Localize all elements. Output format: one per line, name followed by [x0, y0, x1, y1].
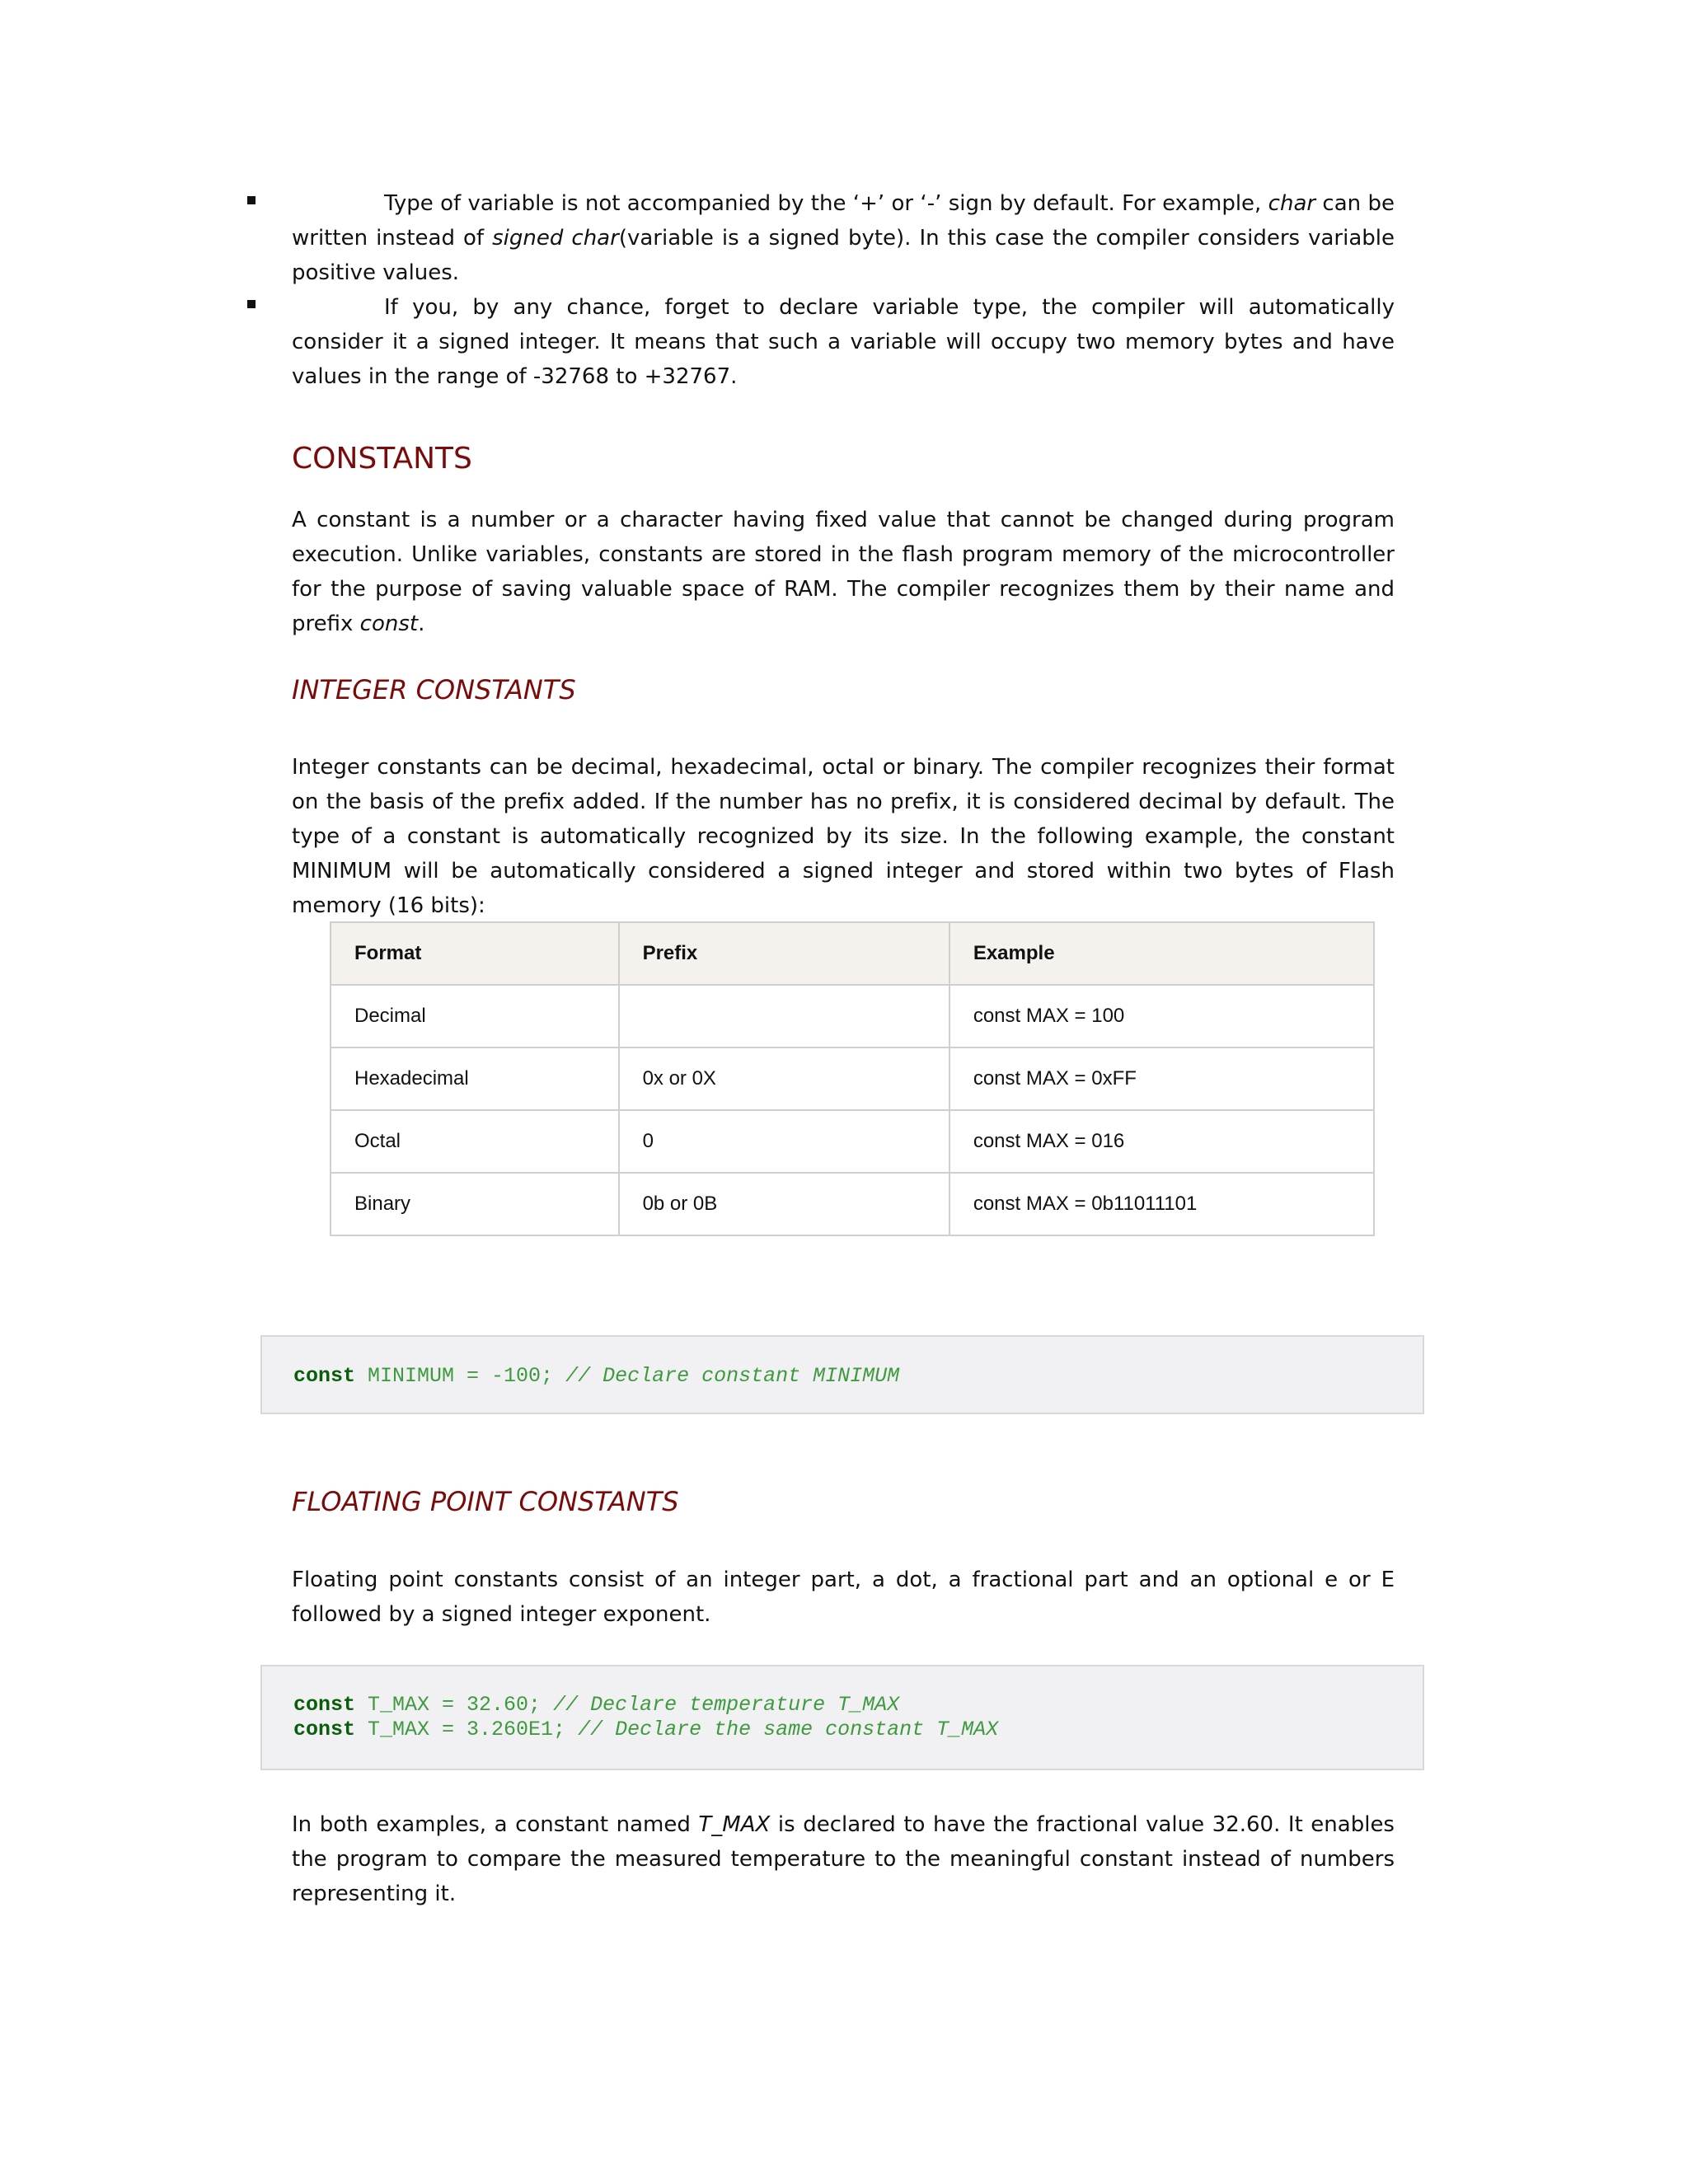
code-line	[293, 1718, 1423, 1742]
bullet-text: If you, by any chance, forget to declare variable type, the compiler will automatically consider it a signed integer. It means that such a variable will occupy two memory bytes and have values in the range of -32768 to +32767.	[292, 295, 1395, 389]
code-line	[293, 1693, 1423, 1718]
paragraph-emphasis: T_MAX	[698, 1812, 771, 1837]
table-row	[331, 1173, 1374, 1235]
table-header-cell: Format	[331, 922, 619, 985]
table-cell: const MAX = 016	[950, 1110, 1374, 1173]
code-block-minimum	[260, 1335, 1424, 1414]
table-cell: 0b or 0B	[619, 1173, 950, 1235]
table-header-cell: Prefix	[619, 922, 950, 985]
bullet-item	[292, 290, 1395, 394]
code-keyword: const	[293, 1364, 356, 1388]
table-cell	[619, 985, 950, 1047]
table-row	[331, 1047, 1374, 1110]
floating-constants-paragraph	[292, 1563, 1395, 1632]
paragraph-text: is declared to have the fractional value 32.60. It enables the program to compare the measured temperature to the meaningful constant instead of numbers representing it.	[292, 1812, 1395, 1906]
code-statement: MINIMUM = -100;	[355, 1364, 566, 1388]
code-statement: T_MAX = 3.260E1;	[355, 1718, 579, 1741]
code-comment: // Declare the same constant T_MAX	[578, 1718, 999, 1741]
bullet-item	[292, 186, 1395, 290]
table-cell: 0	[619, 1110, 950, 1173]
integer-constants-paragraph	[292, 750, 1395, 923]
paragraph-text: Floating point constants consist of an integer part, a dot, a fractional part and an optional e or E followed by a signed integer exponent.	[292, 1568, 1395, 1627]
paragraph-text: A constant is a number or a character having fixed value that cannot be changed during program execution. Unlike variables, constants are stored in the flash program memory of the microcontroller for the purpose of saving valuable space of RAM. The compiler recognizes them by their name and prefix	[292, 508, 1395, 636]
bullet-marker	[247, 300, 256, 308]
code-comment: // Declare temperature T_MAX	[553, 1693, 900, 1717]
table-cell: const MAX = 0xFF	[950, 1047, 1374, 1110]
paragraph-text: In both examples, a constant named	[292, 1812, 699, 1837]
constants-paragraph	[292, 503, 1395, 641]
table-cell: const MAX = 0b11011101	[950, 1173, 1374, 1235]
table-row	[331, 985, 1374, 1047]
bullet-emphasis: signed char	[492, 226, 619, 251]
code-comment: // Declare constant MINIMUM	[565, 1364, 900, 1388]
code-block-t-max	[260, 1665, 1424, 1770]
section-heading-integer-constants: INTEGER CONSTANTS	[292, 674, 576, 705]
bullet-text: can be written instead of	[292, 191, 1395, 251]
code-keyword: const	[293, 1693, 356, 1717]
table-header-cell: Example	[950, 922, 1374, 985]
table-row	[331, 1110, 1374, 1173]
bullet-emphasis: char	[1268, 191, 1316, 216]
code-line	[293, 1364, 1423, 1389]
code-keyword: const	[293, 1718, 356, 1741]
paragraph-text: Integer constants can be decimal, hexadecimal, octal or binary. The compiler recognizes their format on the basis of the prefix added. If the number has no prefix, it is considered decimal by default. The type of a constant is automatically recognized by its size. In the following example, the constant MINIMUM will be automatically considered a signed integer and stored within two bytes of Flash memory (16 bits):	[292, 755, 1395, 918]
bullet-text: Type of variable is not accompanied by the ‘+’ or ‘-’ sign by default. For example,	[384, 191, 1268, 216]
section-heading-floating-constants: FLOATING POINT CONSTANTS	[292, 1486, 679, 1517]
bullet-marker	[247, 196, 256, 204]
table-cell: 0x or 0X	[619, 1047, 950, 1110]
table-cell: Decimal	[331, 985, 619, 1047]
table-cell: Hexadecimal	[331, 1047, 619, 1110]
table-header-row	[331, 922, 1374, 985]
bullet-text: (variable is a signed byte). In this case the compiler considers variable positive values.	[292, 226, 1395, 285]
table-cell: Octal	[331, 1110, 619, 1173]
paragraph-emphasis: const	[359, 612, 419, 636]
paragraph-text: .	[418, 612, 425, 636]
code-statement: T_MAX = 32.60;	[355, 1693, 554, 1717]
integer-format-table	[330, 921, 1375, 1236]
table-cell: const MAX = 100	[950, 985, 1374, 1047]
closing-paragraph	[292, 1807, 1395, 1911]
section-heading-constants: CONSTANTS	[292, 442, 472, 476]
table-cell: Binary	[331, 1173, 619, 1235]
